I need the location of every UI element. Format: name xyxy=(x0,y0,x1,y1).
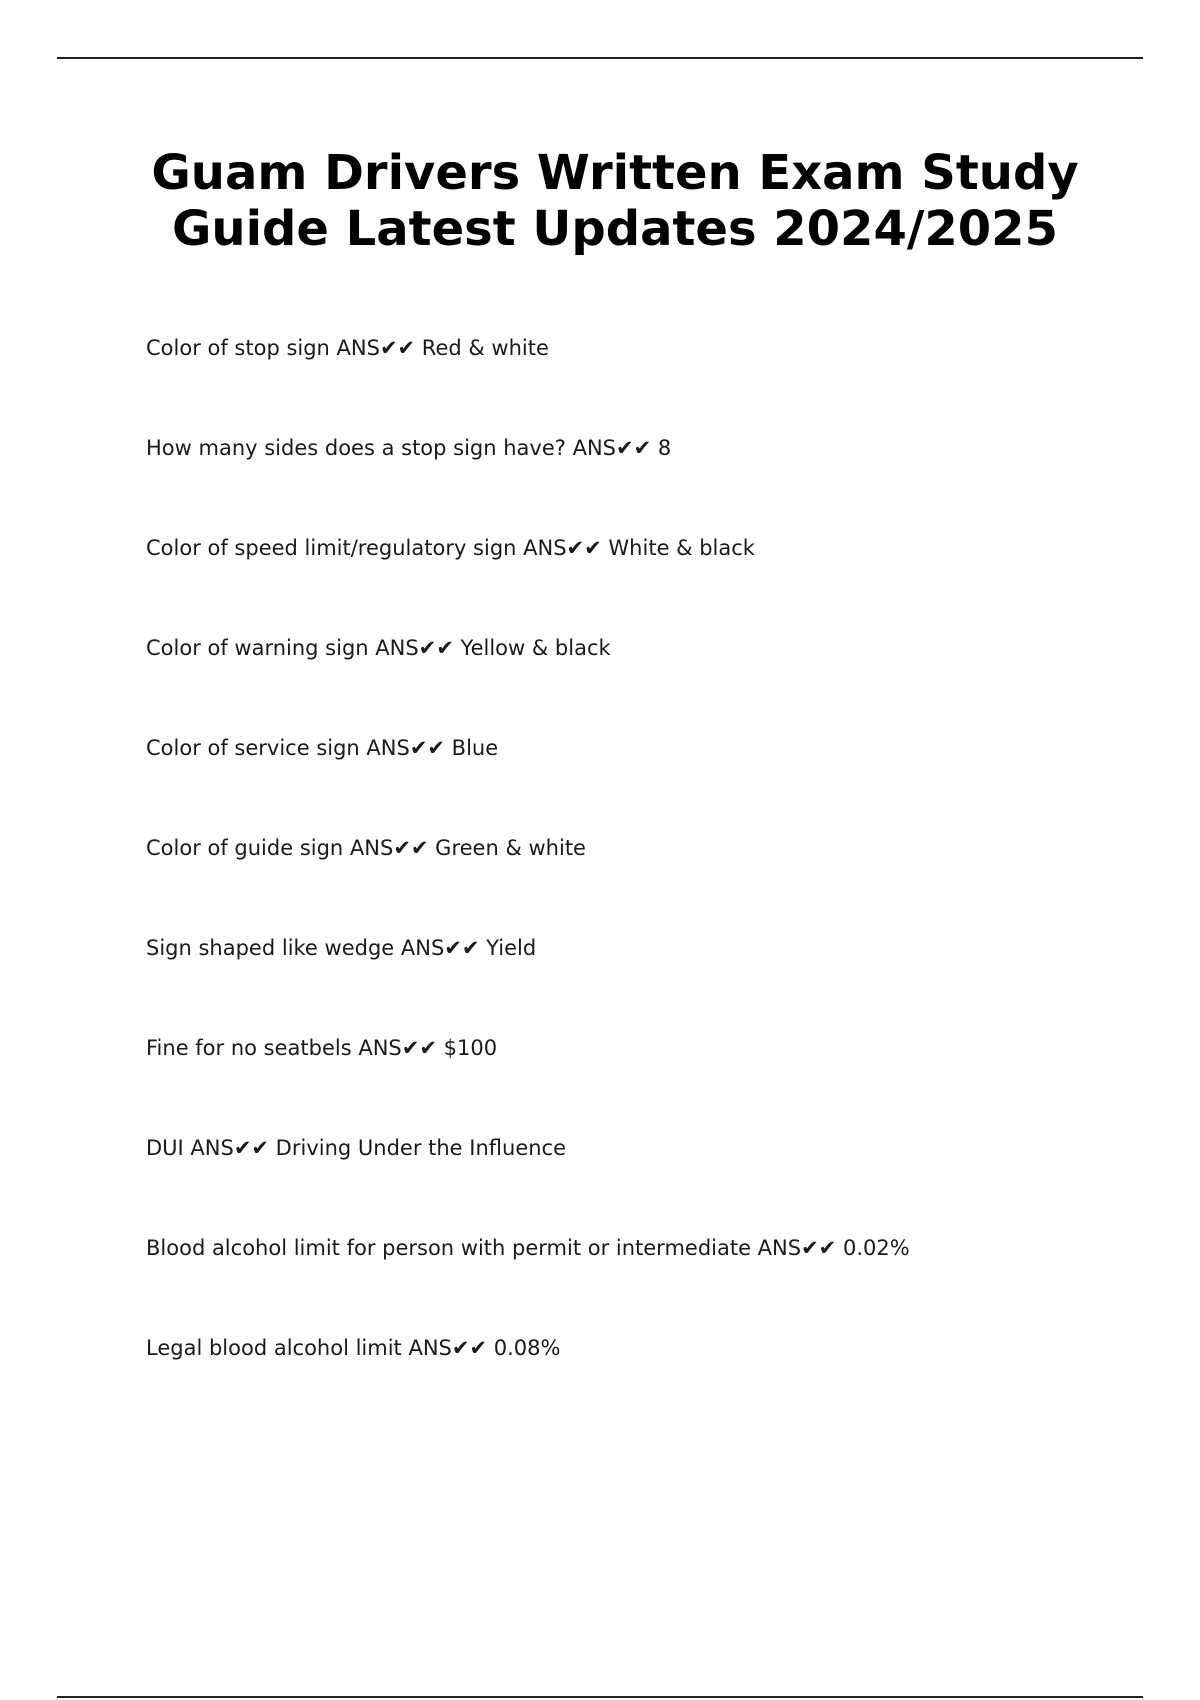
list-item: Blood alcohol limit for person with permit or intermediate ANS✔✔ 0.02% xyxy=(146,1236,910,1260)
question-answer-list xyxy=(146,335,1146,1435)
title-line-1: Guam Drivers Written Exam Study xyxy=(151,145,1079,201)
list-item: Color of service sign ANS✔✔ Blue xyxy=(146,736,499,760)
list-item: Color of speed limit/regulatory sign ANS✔✔ White & black xyxy=(146,536,755,560)
list-item: Fine for no seatbels ANS✔✔ $100 xyxy=(146,1036,498,1060)
list-item: Color of guide sign ANS✔✔ Green & white xyxy=(146,836,586,860)
title-line-2: Guide Latest Updates 2024/2025 xyxy=(172,201,1058,257)
list-item: Color of stop sign ANS✔✔ Red & white xyxy=(146,336,549,360)
list-item: How many sides does a stop sign have? ANS✔✔ 8 xyxy=(146,436,672,460)
top-divider xyxy=(57,57,1143,59)
bottom-divider xyxy=(57,1696,1143,1698)
list-item: Legal blood alcohol limit ANS✔✔ 0.08% xyxy=(146,1336,561,1360)
list-item: DUI ANS✔✔ Driving Under the Influence xyxy=(146,1136,567,1160)
list-item: Sign shaped like wedge ANS✔✔ Yield xyxy=(146,936,537,960)
list-item: Color of warning sign ANS✔✔ Yellow & black xyxy=(146,636,611,660)
page-title xyxy=(120,145,1110,257)
